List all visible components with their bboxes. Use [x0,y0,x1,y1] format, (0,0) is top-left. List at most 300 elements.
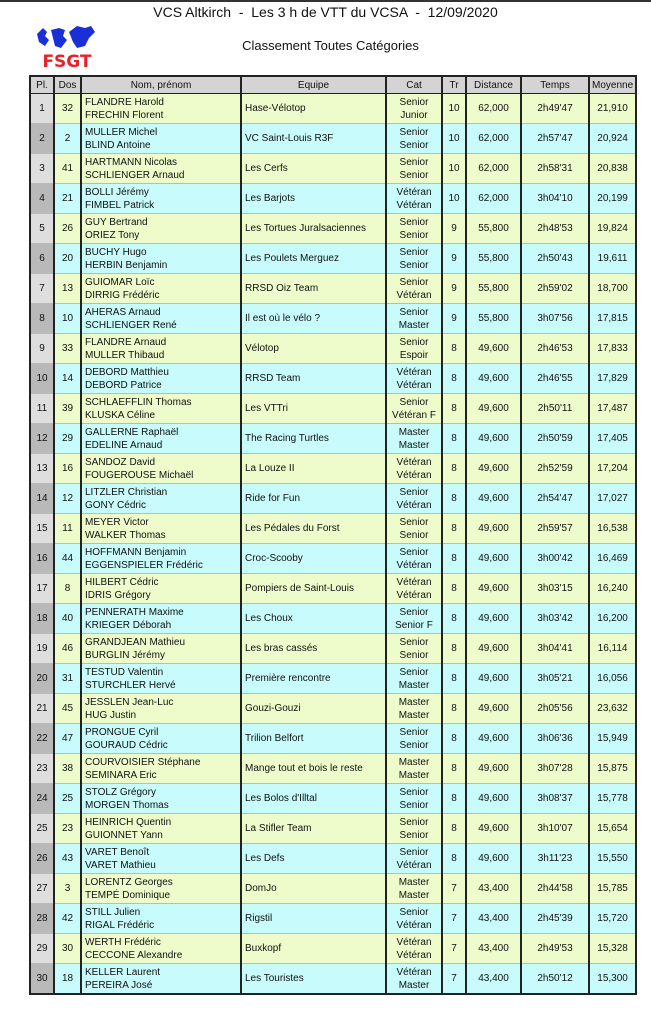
time-cell: 2h49'47 [521,94,589,124]
place-cell: 3 [30,154,54,184]
team-cell: Les Touristes [241,964,386,995]
laps-cell: 8 [442,694,466,724]
col-header-dos: Dos [54,76,81,94]
rider-1-category: Senior [399,846,429,858]
time-cell: 3h00'42 [521,544,589,574]
laps-cell: 8 [442,664,466,694]
dossard-cell: 32 [54,94,81,124]
rider-1-category: Vétéran [396,966,432,978]
names-cell [81,364,241,394]
time-cell: 2h46'53 [521,334,589,364]
table-row [30,604,636,634]
dossard-cell: 29 [54,424,81,454]
names-cell [81,604,241,634]
names-cell [81,304,241,334]
laps-cell: 8 [442,394,466,424]
rider-2-category: Senior [399,259,429,271]
time-cell: 2h50'43 [521,244,589,274]
laps-cell: 10 [442,124,466,154]
names-cell [81,94,241,124]
rider-2-category: Senior [399,649,429,661]
names-cell [81,874,241,904]
team-cell: Trilion Belfort [241,724,386,754]
category-cell [386,184,442,214]
names-cell [81,904,241,934]
laps-cell: 8 [442,844,466,874]
time-cell: 3h04'10 [521,184,589,214]
rider-2-category: Vétéran [396,379,432,391]
rider-2-category: Senior [399,739,429,751]
category-cell [386,694,442,724]
dossard-cell: 25 [54,784,81,814]
average-speed-cell: 20,199 [589,184,636,214]
laps-cell: 8 [442,484,466,514]
names-cell [81,634,241,664]
time-cell: 2h54'47 [521,484,589,514]
category-cell [386,424,442,454]
distance-cell: 49,600 [466,814,521,844]
rider-1-name: BUCHY Hugo [85,246,147,258]
rider-2-category: Junior [400,109,428,121]
laps-cell: 9 [442,214,466,244]
dossard-cell: 21 [54,184,81,214]
rider-2-category: Senior [399,139,429,151]
dossard-cell: 10 [54,304,81,334]
table-row [30,184,636,214]
time-cell: 3h04'41 [521,634,589,664]
distance-cell: 49,600 [466,694,521,724]
names-cell [81,724,241,754]
table-row [30,844,636,874]
dossard-cell: 41 [54,154,81,184]
rider-1-category: Senior [399,906,429,918]
distance-cell: 49,600 [466,334,521,364]
results-table [29,75,637,995]
rider-1-category: Vétéran [396,186,432,198]
rider-2-name: PEREIRA José [85,979,153,991]
rider-2-name: HUG Justin [85,709,137,721]
rider-1-name: LORENTZ Georges [85,876,173,888]
col-header-distance: Distance [466,76,521,94]
names-cell [81,154,241,184]
rider-1-name: PRONGUE Cyril [85,726,159,738]
place-cell: 16 [30,544,54,574]
rider-1-name: FLANDRE Arnaud [85,336,167,348]
team-cell: Première rencontre [241,664,386,694]
table-row [30,394,636,424]
team-cell: Les Choux [241,604,386,634]
rider-2-name: EGGENSPIELER Frédéric [85,559,203,571]
names-cell [81,484,241,514]
rider-1-name: SCHLAEFFLIN Thomas [85,396,192,408]
place-cell: 19 [30,634,54,664]
rider-2-name: VARET Mathieu [85,859,156,871]
rider-2-category: Vétéran [396,859,432,871]
rider-1-category: Senior [399,396,429,408]
place-cell: 13 [30,454,54,484]
average-speed-cell: 16,200 [589,604,636,634]
dossard-cell: 18 [54,964,81,995]
category-cell [386,334,442,364]
category-cell [386,244,442,274]
distance-cell: 49,600 [466,394,521,424]
table-row [30,214,636,244]
category-cell [386,814,442,844]
rider-2-category: Master [398,889,430,901]
distance-cell: 49,600 [466,604,521,634]
names-cell [81,574,241,604]
names-cell [81,274,241,304]
table-row [30,784,636,814]
average-speed-cell: 15,720 [589,904,636,934]
table-row [30,514,636,544]
table-row [30,364,636,394]
team-cell: Ride for Fun [241,484,386,514]
average-speed-cell: 20,838 [589,154,636,184]
rider-1-name: DEBORD Matthieu [85,366,169,378]
rider-2-name: KLUSKA Céline [85,409,156,421]
category-cell [386,484,442,514]
rider-2-category: Senior [399,529,429,541]
rider-1-category: Senior [399,816,429,828]
distance-cell: 62,000 [466,184,521,214]
rider-2-name: RIGAL Frédéric [85,919,155,931]
rider-1-name: STOLZ Grégory [85,786,156,798]
table-row [30,574,636,604]
names-cell [81,214,241,244]
team-cell: Les bras cassés [241,634,386,664]
svg-text:FSGT: FSGT [42,52,92,70]
laps-cell: 8 [442,544,466,574]
time-cell: 3h05'21 [521,664,589,694]
place-cell: 24 [30,784,54,814]
table-row [30,334,636,364]
col-header-moyenne: Moyenne [589,76,636,94]
average-speed-cell: 15,785 [589,874,636,904]
category-cell [386,874,442,904]
table-row [30,454,636,484]
table-row [30,904,636,934]
laps-cell: 8 [442,334,466,364]
rider-1-category: Vétéran [396,456,432,468]
category-cell [386,544,442,574]
average-speed-cell: 16,056 [589,664,636,694]
rider-2-category: Vétéran [396,589,432,601]
col-header-cat: Cat [386,76,442,94]
rider-1-name: VARET Benoît [85,846,150,858]
place-cell: 10 [30,364,54,394]
rider-2-name: SEMINARA Eric [85,769,157,781]
rider-2-category: Master [398,979,430,991]
distance-cell: 49,600 [466,724,521,754]
distance-cell: 49,600 [466,514,521,544]
names-cell [81,784,241,814]
distance-cell: 49,600 [466,484,521,514]
team-cell: Les Pédales du Forst [241,514,386,544]
dossard-cell: 14 [54,364,81,394]
place-cell: 27 [30,874,54,904]
place-cell: 20 [30,664,54,694]
time-cell: 2h48'53 [521,214,589,244]
dossard-cell: 39 [54,394,81,424]
names-cell [81,754,241,784]
team-cell: Pompiers de Saint-Louis [241,574,386,604]
dossard-cell: 46 [54,634,81,664]
laps-cell: 9 [442,244,466,274]
category-cell [386,724,442,754]
rider-2-name: GUIONNET Yann [85,829,163,841]
laps-cell: 8 [442,754,466,784]
rider-1-category: Senior [399,666,429,678]
distance-cell: 49,600 [466,634,521,664]
names-cell [81,814,241,844]
place-cell: 4 [30,184,54,214]
laps-cell: 8 [442,514,466,544]
page-title: VCS Altkirch - Les 3 h de VTT du VCSA - 12/09/2020 [153,4,498,20]
time-cell: 2h52'59 [521,454,589,484]
rider-2-name: DIRRIG Frédéric [85,289,160,301]
rider-1-name: BOLLI Jérémy [85,186,149,198]
place-cell: 12 [30,424,54,454]
category-cell [386,784,442,814]
average-speed-cell: 16,240 [589,574,636,604]
dossard-cell: 33 [54,334,81,364]
rider-2-category: Vétéran [396,199,432,211]
distance-cell: 62,000 [466,154,521,184]
col-header-temps: Temps [521,76,589,94]
rider-2-category: Vétéran [396,469,432,481]
time-cell: 3h10'07 [521,814,589,844]
rider-2-name: GOURAUD Cédric [85,739,168,751]
rider-2-name: DEBORD Patrice [85,379,162,391]
team-cell: La Stifler Team [241,814,386,844]
rider-1-name: WERTH Frédéric [85,936,161,948]
table-header-row [30,76,636,94]
average-speed-cell: 15,328 [589,934,636,964]
names-cell [81,664,241,694]
table-row [30,754,636,784]
category-cell [386,304,442,334]
names-cell [81,124,241,154]
place-cell: 30 [30,964,54,995]
team-cell: Les Barjots [241,184,386,214]
rider-1-name: PENNERATH Maxime [85,606,184,618]
time-cell: 3h11'23 [521,844,589,874]
rider-1-name: HARTMANN Nicolas [85,156,178,168]
distance-cell: 55,800 [466,274,521,304]
rider-1-category: Senior [399,606,429,618]
laps-cell: 8 [442,574,466,604]
dossard-cell: 31 [54,664,81,694]
rider-2-category: Senior [399,799,429,811]
category-cell [386,124,442,154]
team-cell: RRSD Oiz Team [241,274,386,304]
laps-cell: 7 [442,874,466,904]
laps-cell: 7 [442,934,466,964]
category-cell [386,94,442,124]
rider-1-category: Senior [399,546,429,558]
time-cell: 2h50'11 [521,394,589,424]
rider-2-name: GONY Cédric [85,499,146,511]
rider-1-name: HOFFMANN Benjamin [85,546,187,558]
names-cell [81,694,241,724]
table-row [30,484,636,514]
table-row [30,124,636,154]
rider-2-name: WALKER Thomas [85,529,166,541]
names-cell [81,514,241,544]
rider-1-category: Senior [399,726,429,738]
rider-1-category: Vétéran [396,366,432,378]
laps-cell: 8 [442,604,466,634]
rider-2-name: KRIEGER Déborah [85,619,172,631]
team-cell: Les VTTri [241,394,386,424]
distance-cell: 55,800 [466,304,521,334]
category-cell [386,364,442,394]
average-speed-cell: 17,833 [589,334,636,364]
table-row [30,934,636,964]
rider-1-category: Senior [399,216,429,228]
rider-2-category: Senior [399,169,429,181]
laps-cell: 10 [442,94,466,124]
table-row [30,964,636,995]
table-row [30,244,636,274]
category-cell [386,664,442,694]
rider-1-name: STILL Julien [85,906,141,918]
rider-1-category: Senior [399,276,429,288]
distance-cell: 49,600 [466,544,521,574]
rider-2-category: Vétéran F [392,409,436,421]
laps-cell: 9 [442,274,466,304]
average-speed-cell: 20,924 [589,124,636,154]
team-cell: The Racing Turtles [241,424,386,454]
names-cell [81,334,241,364]
distance-cell: 62,000 [466,94,521,124]
names-cell [81,844,241,874]
names-cell [81,544,241,574]
rider-1-category: Master [398,876,430,888]
rider-1-category: Master [398,426,430,438]
rider-1-name: GUIOMAR Loïc [85,276,155,288]
average-speed-cell: 15,300 [589,964,636,995]
rider-2-name: BLIND Antoine [85,139,151,151]
average-speed-cell: 19,824 [589,214,636,244]
rider-2-name: MORGEN Thomas [85,799,169,811]
page-subtitle: Classement Toutes Catégories [242,38,419,53]
team-cell: VC Saint-Louis R3F [241,124,386,154]
time-cell: 2h44'58 [521,874,589,904]
category-cell [386,214,442,244]
rider-1-name: GUY Bertrand [85,216,148,228]
table-row [30,724,636,754]
place-cell: 23 [30,754,54,784]
rider-2-name: HERBIN Benjamin [85,259,168,271]
names-cell [81,394,241,424]
laps-cell: 10 [442,154,466,184]
distance-cell: 55,800 [466,244,521,274]
dossard-cell: 16 [54,454,81,484]
average-speed-cell: 17,815 [589,304,636,334]
time-cell: 2h45'39 [521,904,589,934]
time-cell: 2h59'57 [521,514,589,544]
dossard-cell: 43 [54,844,81,874]
place-cell: 21 [30,694,54,724]
top-border [0,0,651,2]
laps-cell: 8 [442,724,466,754]
average-speed-cell: 15,949 [589,724,636,754]
rider-1-category: Senior [399,516,429,528]
rider-1-name: COURVOISIER Stéphane [85,756,201,768]
table-row [30,94,636,124]
rider-2-category: Senior [399,229,429,241]
category-cell [386,604,442,634]
time-cell: 3h03'42 [521,604,589,634]
rider-2-category: Master [398,319,430,331]
rider-1-category: Senior [399,246,429,258]
rider-2-category: Senior F [395,619,433,631]
team-cell: Les Defs [241,844,386,874]
place-cell: 9 [30,334,54,364]
rider-2-category: Master [398,769,430,781]
distance-cell: 43,400 [466,934,521,964]
time-cell: 2h46'55 [521,364,589,394]
team-cell: Gouzi-Gouzi [241,694,386,724]
laps-cell: 7 [442,964,466,995]
rider-2-name: FIMBEL Patrick [85,199,155,211]
distance-cell: 43,400 [466,904,521,934]
names-cell [81,934,241,964]
category-cell [386,514,442,544]
table-body [30,94,636,995]
table-row [30,634,636,664]
rider-1-category: Vétéran [396,936,432,948]
time-cell: 3h08'37 [521,784,589,814]
place-cell: 29 [30,934,54,964]
rider-1-category: Senior [399,306,429,318]
dossard-cell: 23 [54,814,81,844]
team-cell: Mange tout et bois le reste [241,754,386,784]
table-row [30,424,636,454]
category-cell [386,844,442,874]
place-cell: 6 [30,244,54,274]
time-cell: 3h03'15 [521,574,589,604]
time-cell: 2h59'02 [521,274,589,304]
dossard-cell: 40 [54,604,81,634]
rider-1-name: GRANDJEAN Mathieu [85,636,186,648]
place-cell: 11 [30,394,54,424]
rider-1-name: JESSLEN Jean-Luc [85,696,174,708]
team-cell: Croc-Scooby [241,544,386,574]
team-cell: Les Poulets Merguez [241,244,386,274]
category-cell [386,274,442,304]
rider-1-name: TESTUD Valentin [85,666,164,678]
rider-1-category: Senior [399,156,429,168]
table-row [30,154,636,184]
rider-2-name: BURGLIN Jérémy [85,649,166,661]
team-cell: Les Cerfs [241,154,386,184]
average-speed-cell: 23,632 [589,694,636,724]
average-speed-cell: 21,910 [589,94,636,124]
rider-2-name: STURCHLER Hervé [85,679,176,691]
category-cell [386,754,442,784]
team-cell: RRSD Team [241,364,386,394]
dossard-cell: 30 [54,934,81,964]
dossard-cell: 2 [54,124,81,154]
laps-cell: 9 [442,304,466,334]
place-cell: 2 [30,124,54,154]
table-row [30,874,636,904]
laps-cell: 7 [442,904,466,934]
laps-cell: 8 [442,634,466,664]
